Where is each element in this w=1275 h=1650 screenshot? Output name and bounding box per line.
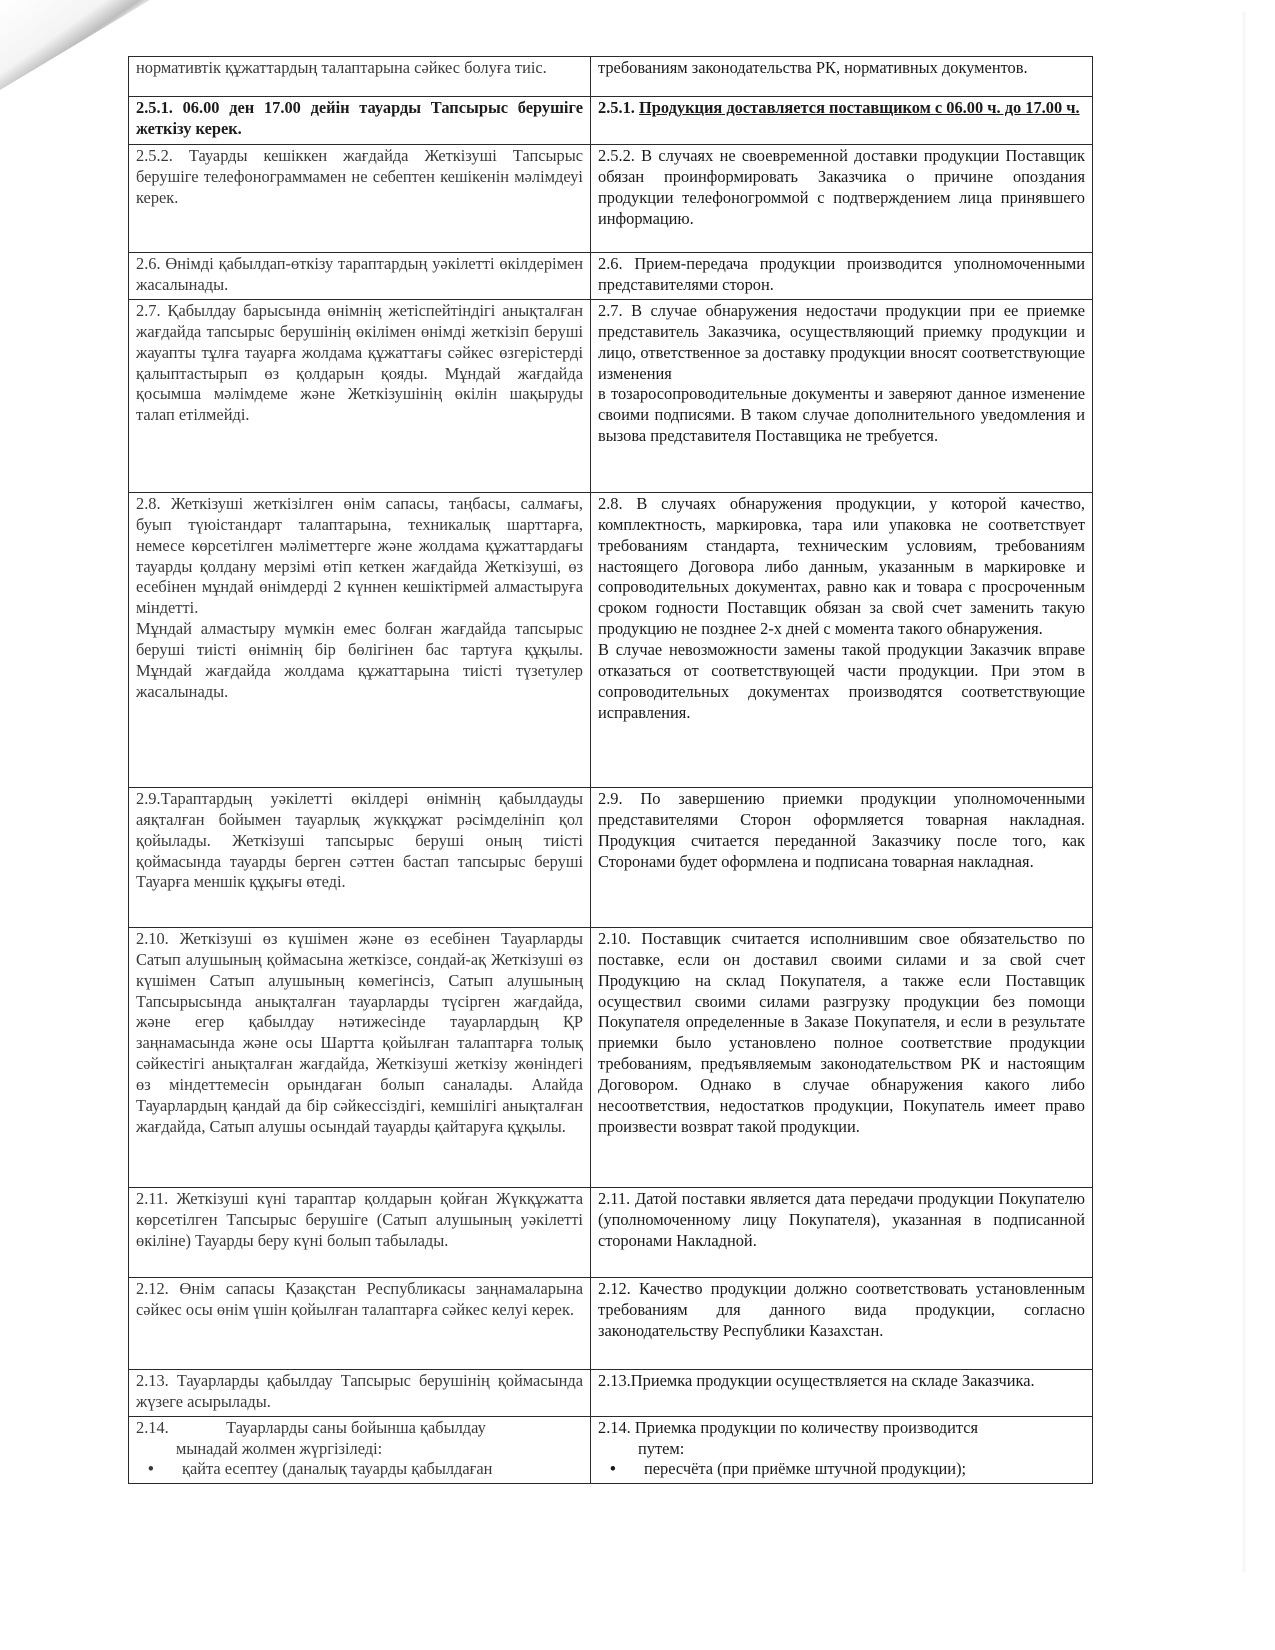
kazakh-cell: 2.7. Қабылдау барысында өнімнің жетіспейтіндігі анықталған жағдайда тапсырыс берушінің өкілімен өнімді жеткізіп беруші жауапты тұлға тауарға жолдама құжаттағы сәйкес өзгерістерді қалыптастырып өз қолдарын қояды. Мұндай жағдайда қосымша мәлімдеме және Жеткізушінің өкілін шақыруды талап етілмейді. <box>129 299 591 492</box>
clause-subline: путем: <box>638 1438 685 1458</box>
kazakh-cell: 2.11. Жеткізуші күні тараптар қолдарын қойған Жүкқұжатта көрсетілген Тапсырыс берушіге (Сатып алушының уәкілетті өкіліне) Тауарды беру күні болып табылады. <box>129 1187 591 1277</box>
cell-paragraph: В случае невозможности замены такой продукции Заказчик вправе отказаться от соответствующей части продукции. При этом в сопроводительных документах производятся соответствующие исправления. <box>598 640 1085 722</box>
russian-cell <box>591 97 1093 145</box>
table-row <box>129 787 1093 927</box>
clause-text: Продукция доставляется поставщиком с 06.00 ч. до 17.00 ч. <box>639 98 1080 117</box>
bilingual-contract-table <box>128 56 1093 1484</box>
russian-cell: 2.9. По завершению приемки продукции уполномоченными представителями Сторон оформляется товарная накладная. Продукция считается переданной Заказчику после того, как Сторонами будет оформлена и подписана товарная накладная. <box>591 787 1093 927</box>
russian-cell: требованиям законодательства РК, нормативных документов. <box>591 57 1093 97</box>
bullet-icon: • <box>610 1459 616 1479</box>
cell-paragraph: в тозаросопроводительные документы и заверяют данное изменение своими подписями. В таком случае дополнительного уведомления и вызова представителя Поставщика не требуется. <box>598 384 1085 446</box>
table-row <box>129 57 1093 97</box>
clause-heading: 2.14. Приемка продукции по количеству производится <box>598 1417 979 1437</box>
table-row <box>129 1187 1093 1277</box>
russian-cell: 2.12. Качество продукции должно соответствовать установленным требованиям для данного вида продукции, согласно законодательству Республики Казахстан. <box>591 1277 1093 1369</box>
russian-cell <box>591 299 1093 492</box>
table-row <box>129 1416 1093 1484</box>
cell-paragraph: Мұндай алмастыру мүмкін емес болған жағдайда тапсырыс беруші тиісті өнімнің бір бөлігінен бас тартуға құқылы. Мұндай жағдайда жолдама құжаттарына тиісті түзетулер жасалынады. <box>136 619 583 701</box>
kazakh-cell: 2.5.1. 06.00 ден 17.00 дейін тауарды Тапсырыс берушіге жеткізу керек. <box>129 97 591 145</box>
bullet-item <box>598 1459 1085 1480</box>
bullet-icon: • <box>148 1459 154 1479</box>
cell-paragraph: 2.8. Жеткізуші жеткізілген өнім сапасы, таңбасы, салмағы, буып түюістандарт талаптарына, техникалық шарттарға, немесе көрсетілген мәліметтерге және жолдама құжаттардағы тауарды қолдану мерзімі өтіп кеткен жағдайда Жеткізуші, өз есебінен мұндай өнімдерді 2 күннен кешіктірмей алмастыруға міндетті. <box>136 493 583 618</box>
bullet-item <box>136 1459 583 1480</box>
kazakh-cell: 2.12. Өнім сапасы Қазақстан Республикасы заңнамаларына сәйкес осы өнім үшін қойылған талаптарға сәйкес келуі керек. <box>129 1277 591 1369</box>
table-row <box>129 97 1093 145</box>
cell-paragraph: 2.8. В случаях обнаружения продукции, у которой качество, комплектность, маркировка, тара или упаковка не соответствует требованиям стандарта, техническим условиям, требованиям настоящего Договора либо данным, указанным в маркировке и сопроводительных документах, равно как и товара с просроченным сроком годности Поставщик обязан за свой счет заменить такую продукцию не позднее 2-х дней с момента такого обнаружения. <box>598 493 1085 639</box>
scan-edge <box>1243 12 1247 1572</box>
kazakh-cell: нормативтік құжаттардың талаптарына сәйкес болуға тиіс. <box>129 57 591 97</box>
russian-cell: 2.5.2. В случаях не своевременной доставки продукции Поставщик обязан проинформировать Заказчика о причине опоздания продукции телефоногроммой с подтверждением лица принявшего информацию. <box>591 145 1093 253</box>
kazakh-cell: 2.10. Жеткізуші өз күшімен және өз есебінен Тауарларды Сатып алушының қоймасына жеткізсе, сондай-ақ Жеткізуші өз күшімен Сатып алушының көмегінсіз, Сатып алушының Тапсырысында анықталған тауарларды түсірген жағдайда, және егер қабылдау нәтижесінде тауарлардың ҚР заңнамасында және осы Шартта қойылған талаптарға толық сәйкестігі анықталған жағдайда, Жеткізуші жеткізу жөніндегі өз міндеттемесін орындаған болып саналады. Алайда Тауарлардың қандай да бір сәйкессіздігі, кемшілігі анықталған жағдайда, Сатып алушы осындай тауарды қайтаруға құқылы. <box>129 927 591 1187</box>
russian-cell: 2.10. Поставщик считается исполнившим свое обязательство по поставке, если он доставил своими силами и за свой счет Продукцию на склад Покупателя, а также если Поставщик осуществил своими силами разгрузку продукции без помощи Покупателя определенные в Заказе Покупателя, и если в результате приемки было установлено полное соответствие продукции требованиям, предъявляемым законодательством РК и настоящим Договором. Однако в случае обнаружения какого либо несоответствия, недостатков продукции, Покупатель имеет право произвести возврат такой продукции. <box>591 927 1093 1187</box>
table-row <box>129 492 1093 787</box>
table-row <box>129 1369 1093 1416</box>
russian-cell: 2.6. Прием-передача продукции производится уполномоченными представителями сторон. <box>591 253 1093 300</box>
clause-number: 2.5.1. <box>598 98 635 117</box>
clause-heading: 2.14. Тауарларды саны бойынша қабылдау <box>136 1417 486 1437</box>
kazakh-cell: 2.13. Тауарларды қабылдау Тапсырыс берушінің қоймасында жүзеге асырылады. <box>129 1369 591 1416</box>
table-row <box>129 253 1093 300</box>
russian-cell <box>591 492 1093 787</box>
clause-subline: мынадай жолмен жүргізіледі: <box>176 1438 383 1458</box>
bullet-text: пересчёта (при приёмке штучной продукции); <box>644 1459 967 1479</box>
kazakh-cell <box>129 1416 591 1484</box>
table-row <box>129 927 1093 1187</box>
table-row <box>129 145 1093 253</box>
table-row <box>129 299 1093 492</box>
kazakh-cell: 2.5.2. Тауарды кешіккен жағдайда Жеткізуші Тапсырыс берушіге телефонограммамен не себептен кешікенін мәлімдеуі керек. <box>129 145 591 253</box>
russian-cell <box>591 1416 1093 1484</box>
cell-paragraph: 2.7. В случае обнаружения недостачи продукции при ее приемке представитель Заказчика, осуществляющий приемку продукции и лицо, ответственное за доставку продукции вносят соответствующие изменения <box>598 300 1085 383</box>
kazakh-cell: 2.9.Тараптардың уәкілетті өкілдері өнімнің қабылдауды аяқталған бойымен тауарлық жүкқұжат рәсімделініп қол қойылады. Жеткізуші тапсырыс беруші оның тиісті қоймасында тауарды берген сәттен бастап тапсырыс беруші Тауарға меншік құқығы өтеді. <box>129 787 591 927</box>
table-row <box>129 1277 1093 1369</box>
kazakh-cell: 2.6. Өнімді қабылдап-өткізу тараптардың уәкілетті өкілдерімен жасалынады. <box>129 253 591 300</box>
bullet-text: қайта есептеу (даналық тауарды қабылдаған <box>182 1459 493 1479</box>
kazakh-cell <box>129 492 591 787</box>
russian-cell: 2.11. Датой поставки является дата передачи продукции Покупателю (уполномоченному лицу Покупателя), указанная в подписанной сторонами Накладной. <box>591 1187 1093 1277</box>
russian-cell: 2.13.Приемка продукции осуществляется на складе Заказчика. <box>591 1369 1093 1416</box>
